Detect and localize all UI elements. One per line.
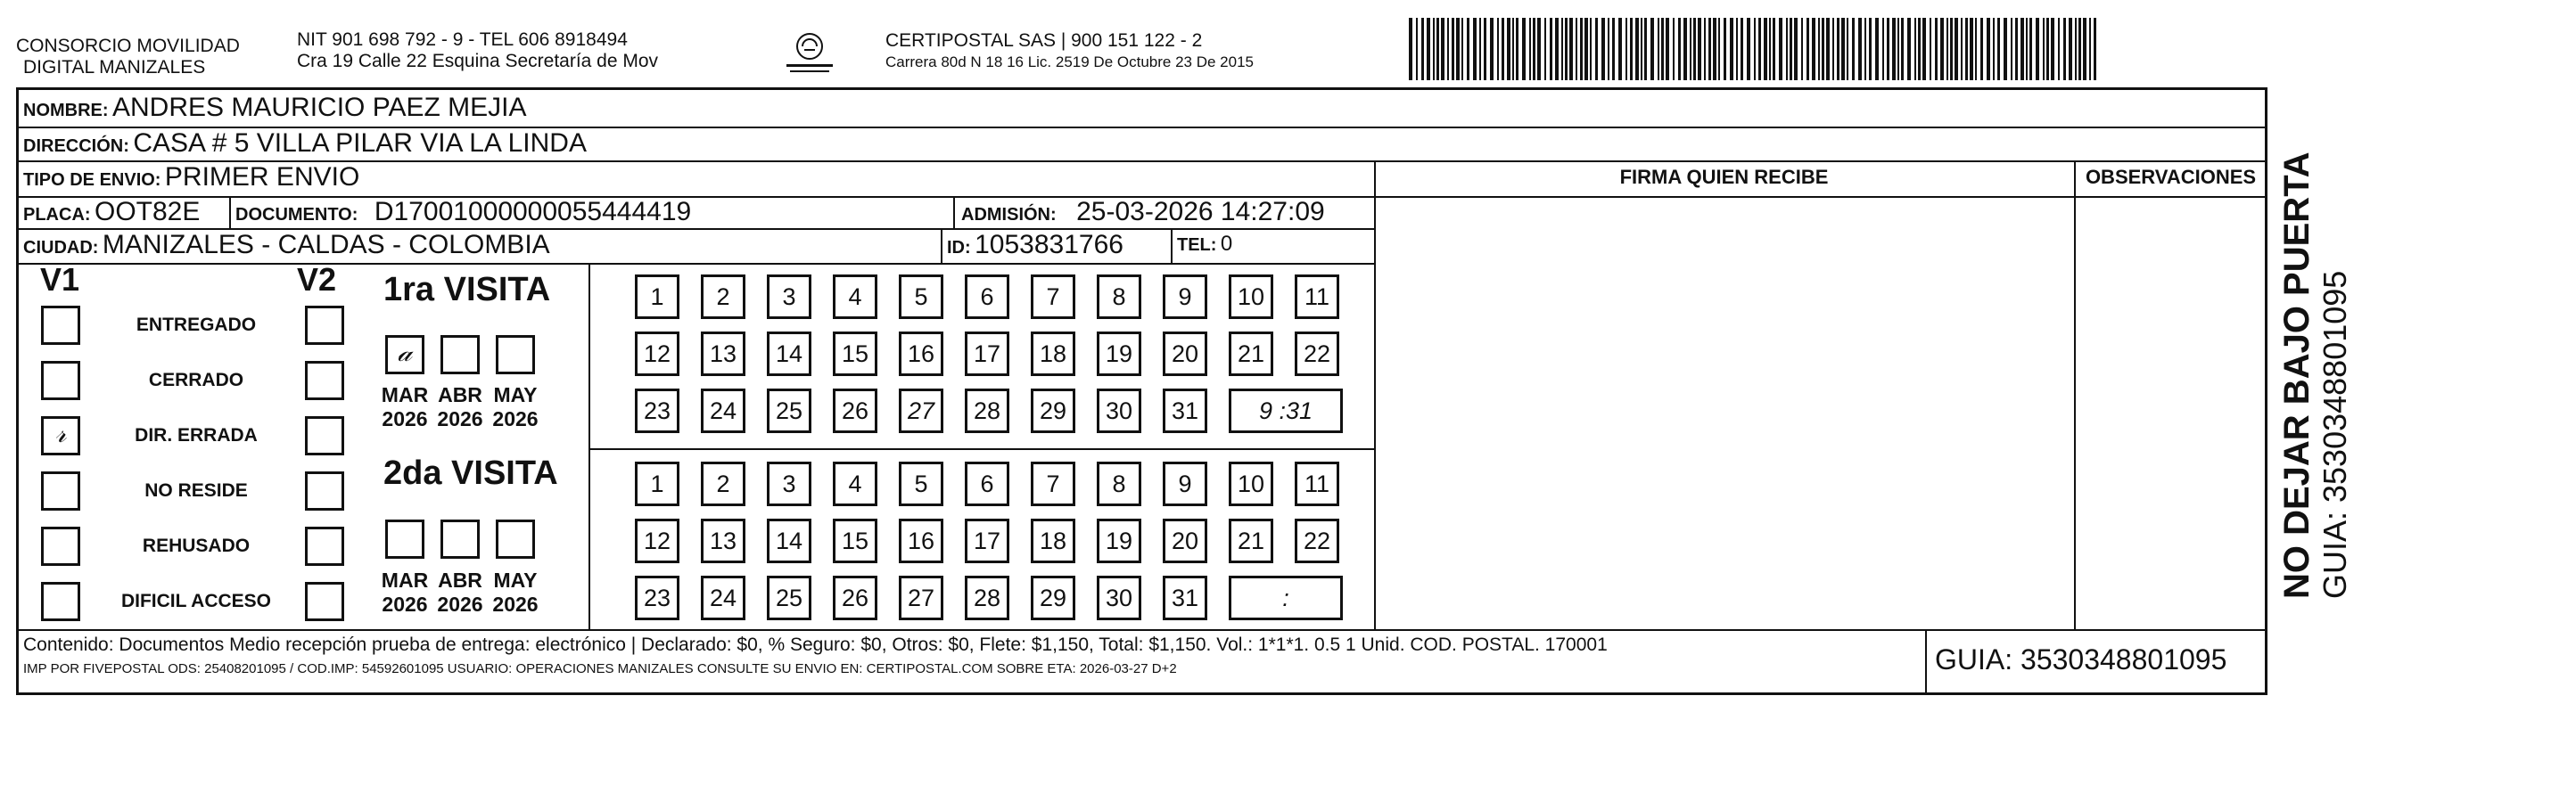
month-checkbox[interactable]: [496, 335, 535, 374]
carrier-info: CERTIPOSTAL SAS | 900 151 122 - 2 Carrera 80d N 18 16 Lic. 2519 De Octubre 23 De 2015: [885, 30, 1254, 70]
status-option-label: ENTREGADO: [136, 315, 257, 335]
month-name: ABR: [438, 383, 482, 406]
day-box-23[interactable]: 23: [635, 576, 679, 620]
day-box-18[interactable]: 18: [1031, 332, 1075, 376]
month-checkbox[interactable]: [496, 520, 535, 559]
day-box-17[interactable]: 17: [965, 332, 1009, 376]
day-box-22[interactable]: 22: [1295, 519, 1339, 563]
day-box-9[interactable]: 9: [1163, 274, 1207, 319]
v2-checkbox[interactable]: [305, 582, 344, 621]
day-box-19[interactable]: 19: [1097, 519, 1141, 563]
v2-checkbox[interactable]: [305, 306, 344, 345]
month-label: [484, 569, 547, 617]
day-box-26[interactable]: 26: [833, 389, 877, 433]
v1-checkbox[interactable]: [41, 306, 80, 345]
day-box-31[interactable]: 31: [1163, 576, 1207, 620]
day-box-13[interactable]: 13: [701, 332, 745, 376]
v1-checkbox[interactable]: [41, 527, 80, 566]
visit2-title: 2da VISITA: [383, 454, 558, 492]
v2-checkbox[interactable]: [305, 361, 344, 400]
day-box-1[interactable]: 1: [635, 274, 679, 319]
v1-checkbox[interactable]: [41, 471, 80, 511]
month-label: [374, 569, 436, 617]
day-box-25[interactable]: 25: [767, 389, 811, 433]
footer-guia: GUIA: 3530348801095: [1935, 643, 2227, 675]
v2-label: V2: [297, 261, 337, 298]
footer-content: Contenido: Documentos Medio recepción prueba de entrega: electrónico | Declarado: $0, % Seguro: $0, Otros: $0, Flete: $1,150, Total: $1,150. Vol.: 1*1*1. 0.5 1 Unid. COD. POSTAL. 170001: [23, 635, 1608, 655]
month-label: [429, 569, 491, 617]
day-box-30[interactable]: 30: [1097, 389, 1141, 433]
day-box-5[interactable]: 5: [899, 274, 943, 319]
status-option-label: DIFICIL ACCESO: [120, 591, 271, 611]
company-nit: NIT 901 698 792 - 9 - TEL 606 8918494 Cra 19 Calle 22 Esquina Secretaría de Mov: [297, 29, 659, 71]
visit1-title: 1ra VISITA: [383, 271, 551, 308]
day-box-15[interactable]: 15: [833, 332, 877, 376]
month-checkbox[interactable]: [440, 335, 480, 374]
month-name: MAR: [381, 383, 429, 406]
month-year: 2026: [382, 407, 428, 430]
day-box-16[interactable]: 16: [899, 332, 943, 376]
month-name: MAR: [381, 569, 429, 592]
day-box-16[interactable]: 16: [899, 519, 943, 563]
day-box-28[interactable]: 28: [965, 576, 1009, 620]
month-label: [374, 383, 436, 431]
v1-checkbox[interactable]: 𝓇: [41, 416, 80, 455]
day-box-11[interactable]: 11: [1295, 274, 1339, 319]
v2-checkbox[interactable]: [305, 416, 344, 455]
day-box-21[interactable]: 21: [1229, 519, 1273, 563]
status-option-label: CERRADO: [148, 370, 244, 390]
month-name: MAY: [493, 569, 538, 592]
day-box-22[interactable]: 22: [1295, 332, 1339, 376]
v1-label: V1: [40, 261, 80, 298]
shipment-type: PRIMER ENVIO: [164, 162, 360, 192]
day-box-24[interactable]: 24: [701, 389, 745, 433]
day-box-12[interactable]: 12: [635, 332, 679, 376]
day-box-8[interactable]: 8: [1097, 274, 1141, 319]
status-option-label: DIR. ERRADA: [135, 425, 258, 446]
day-box-3[interactable]: 3: [767, 274, 811, 319]
day-box-26[interactable]: 26: [833, 576, 877, 620]
day-box-12[interactable]: 12: [635, 519, 679, 563]
recipient-address: CASA # 5 VILLA PILAR VIA LA LINDA: [133, 128, 587, 158]
day-box-29[interactable]: 29: [1031, 389, 1075, 433]
v1-checkbox[interactable]: [41, 582, 80, 621]
day-box-20[interactable]: 20: [1163, 332, 1207, 376]
day-box-4[interactable]: 4: [833, 462, 877, 506]
day-box-13[interactable]: 13: [701, 519, 745, 563]
day-box-15[interactable]: 15: [833, 519, 877, 563]
day-box-10[interactable]: 10: [1229, 462, 1273, 506]
month-label: [484, 383, 547, 431]
status-option-label: REHUSADO: [142, 536, 251, 556]
day-box-19[interactable]: 19: [1097, 332, 1141, 376]
v1-checkbox[interactable]: [41, 361, 80, 400]
day-box-7[interactable]: 7: [1031, 274, 1075, 319]
day-box-6[interactable]: 6: [965, 462, 1009, 506]
type-row: TIPO DE ENVIO: PRIMER ENVIO: [23, 162, 360, 192]
time-box[interactable]: :: [1229, 576, 1343, 620]
v2-checkbox[interactable]: [305, 527, 344, 566]
day-box-28[interactable]: 28: [965, 389, 1009, 433]
day-box-2[interactable]: 2: [701, 462, 745, 506]
recipient-name: ANDRES MAURICIO PAEZ MEJIA: [112, 93, 527, 122]
month-name: MAY: [493, 383, 538, 406]
company-name: CONSORCIO MOVILIDAD DIGITAL MANIZALES: [16, 36, 240, 78]
day-box-21[interactable]: 21: [1229, 332, 1273, 376]
month-checkbox[interactable]: 𝒶: [385, 335, 424, 374]
month-label: [429, 383, 491, 431]
day-box-5[interactable]: 5: [899, 462, 943, 506]
side-warning: NO DEJAR BAJO PUERTA GUIA: 3530348801095: [2277, 151, 2353, 599]
day-box-18[interactable]: 18: [1031, 519, 1075, 563]
day-box-14[interactable]: 14: [767, 519, 811, 563]
observations-title: OBSERVACIONES: [2085, 166, 2257, 188]
day-box-2[interactable]: 2: [701, 274, 745, 319]
day-box-30[interactable]: 30: [1097, 576, 1141, 620]
month-year: 2026: [437, 593, 483, 616]
day-box-25[interactable]: 25: [767, 576, 811, 620]
day-box-27[interactable]: 27: [899, 576, 943, 620]
document-field: DOCUMENTO: D17001000000055444419: [235, 197, 692, 226]
day-box-4[interactable]: 4: [833, 274, 877, 319]
day-box-9[interactable]: 9: [1163, 462, 1207, 506]
day-box-27[interactable]: 27: [899, 389, 943, 433]
id-field: ID: 1053831766: [947, 230, 1123, 259]
address-row: DIRECCIÓN: CASA # 5 VILLA PILAR VIA LA LINDA: [23, 128, 587, 158]
certipostal-logo-icon: [774, 30, 845, 80]
day-box-29[interactable]: 29: [1031, 576, 1075, 620]
month-name: ABR: [438, 569, 482, 592]
day-box-8[interactable]: 8: [1097, 462, 1141, 506]
day-box-24[interactable]: 24: [701, 576, 745, 620]
month-year: 2026: [492, 407, 539, 430]
signature-title: FIRMA QUIEN RECIBE: [1619, 166, 1829, 188]
day-box-20[interactable]: 20: [1163, 519, 1207, 563]
day-box-31[interactable]: 31: [1163, 389, 1207, 433]
v2-checkbox[interactable]: [305, 471, 344, 511]
day-box-6[interactable]: 6: [965, 274, 1009, 319]
month-year: 2026: [437, 407, 483, 430]
tel-field: TEL: 0: [1177, 232, 1233, 256]
month-checkbox[interactable]: [385, 520, 424, 559]
day-box-23[interactable]: 23: [635, 389, 679, 433]
name-row: NOMBRE: ANDRES MAURICIO PAEZ MEJIA: [23, 93, 527, 122]
admission-field: ADMISIÓN: 25-03-2026 14:27:09: [961, 197, 1325, 226]
footer-print-info: IMP POR FIVEPOSTAL ODS: 25408201095 / COD.IMP: 54592601095 USUARIO: OPERACIONES MANIZALES CONSULTE SU ENVIO EN: CERTIPOSTAL.COM SOBRE ETA: 2026-03-27 D+2: [23, 661, 1177, 676]
plate-field: PLACA: OOT82E: [23, 197, 201, 226]
barcode-icon: [1409, 18, 2100, 80]
day-box-10[interactable]: 10: [1229, 274, 1273, 319]
day-box-3[interactable]: 3: [767, 462, 811, 506]
day-box-14[interactable]: 14: [767, 332, 811, 376]
day-box-17[interactable]: 17: [965, 519, 1009, 563]
day-box-7[interactable]: 7: [1031, 462, 1075, 506]
day-box-11[interactable]: 11: [1295, 462, 1339, 506]
day-box-1[interactable]: 1: [635, 462, 679, 506]
month-checkbox[interactable]: [440, 520, 480, 559]
month-year: 2026: [382, 593, 428, 616]
city-field: CIUDAD: MANIZALES - CALDAS - COLOMBIA: [23, 230, 550, 259]
month-year: 2026: [492, 593, 539, 616]
status-option-label: NO RESIDE: [144, 480, 248, 501]
time-box[interactable]: 9 :31: [1229, 389, 1343, 433]
